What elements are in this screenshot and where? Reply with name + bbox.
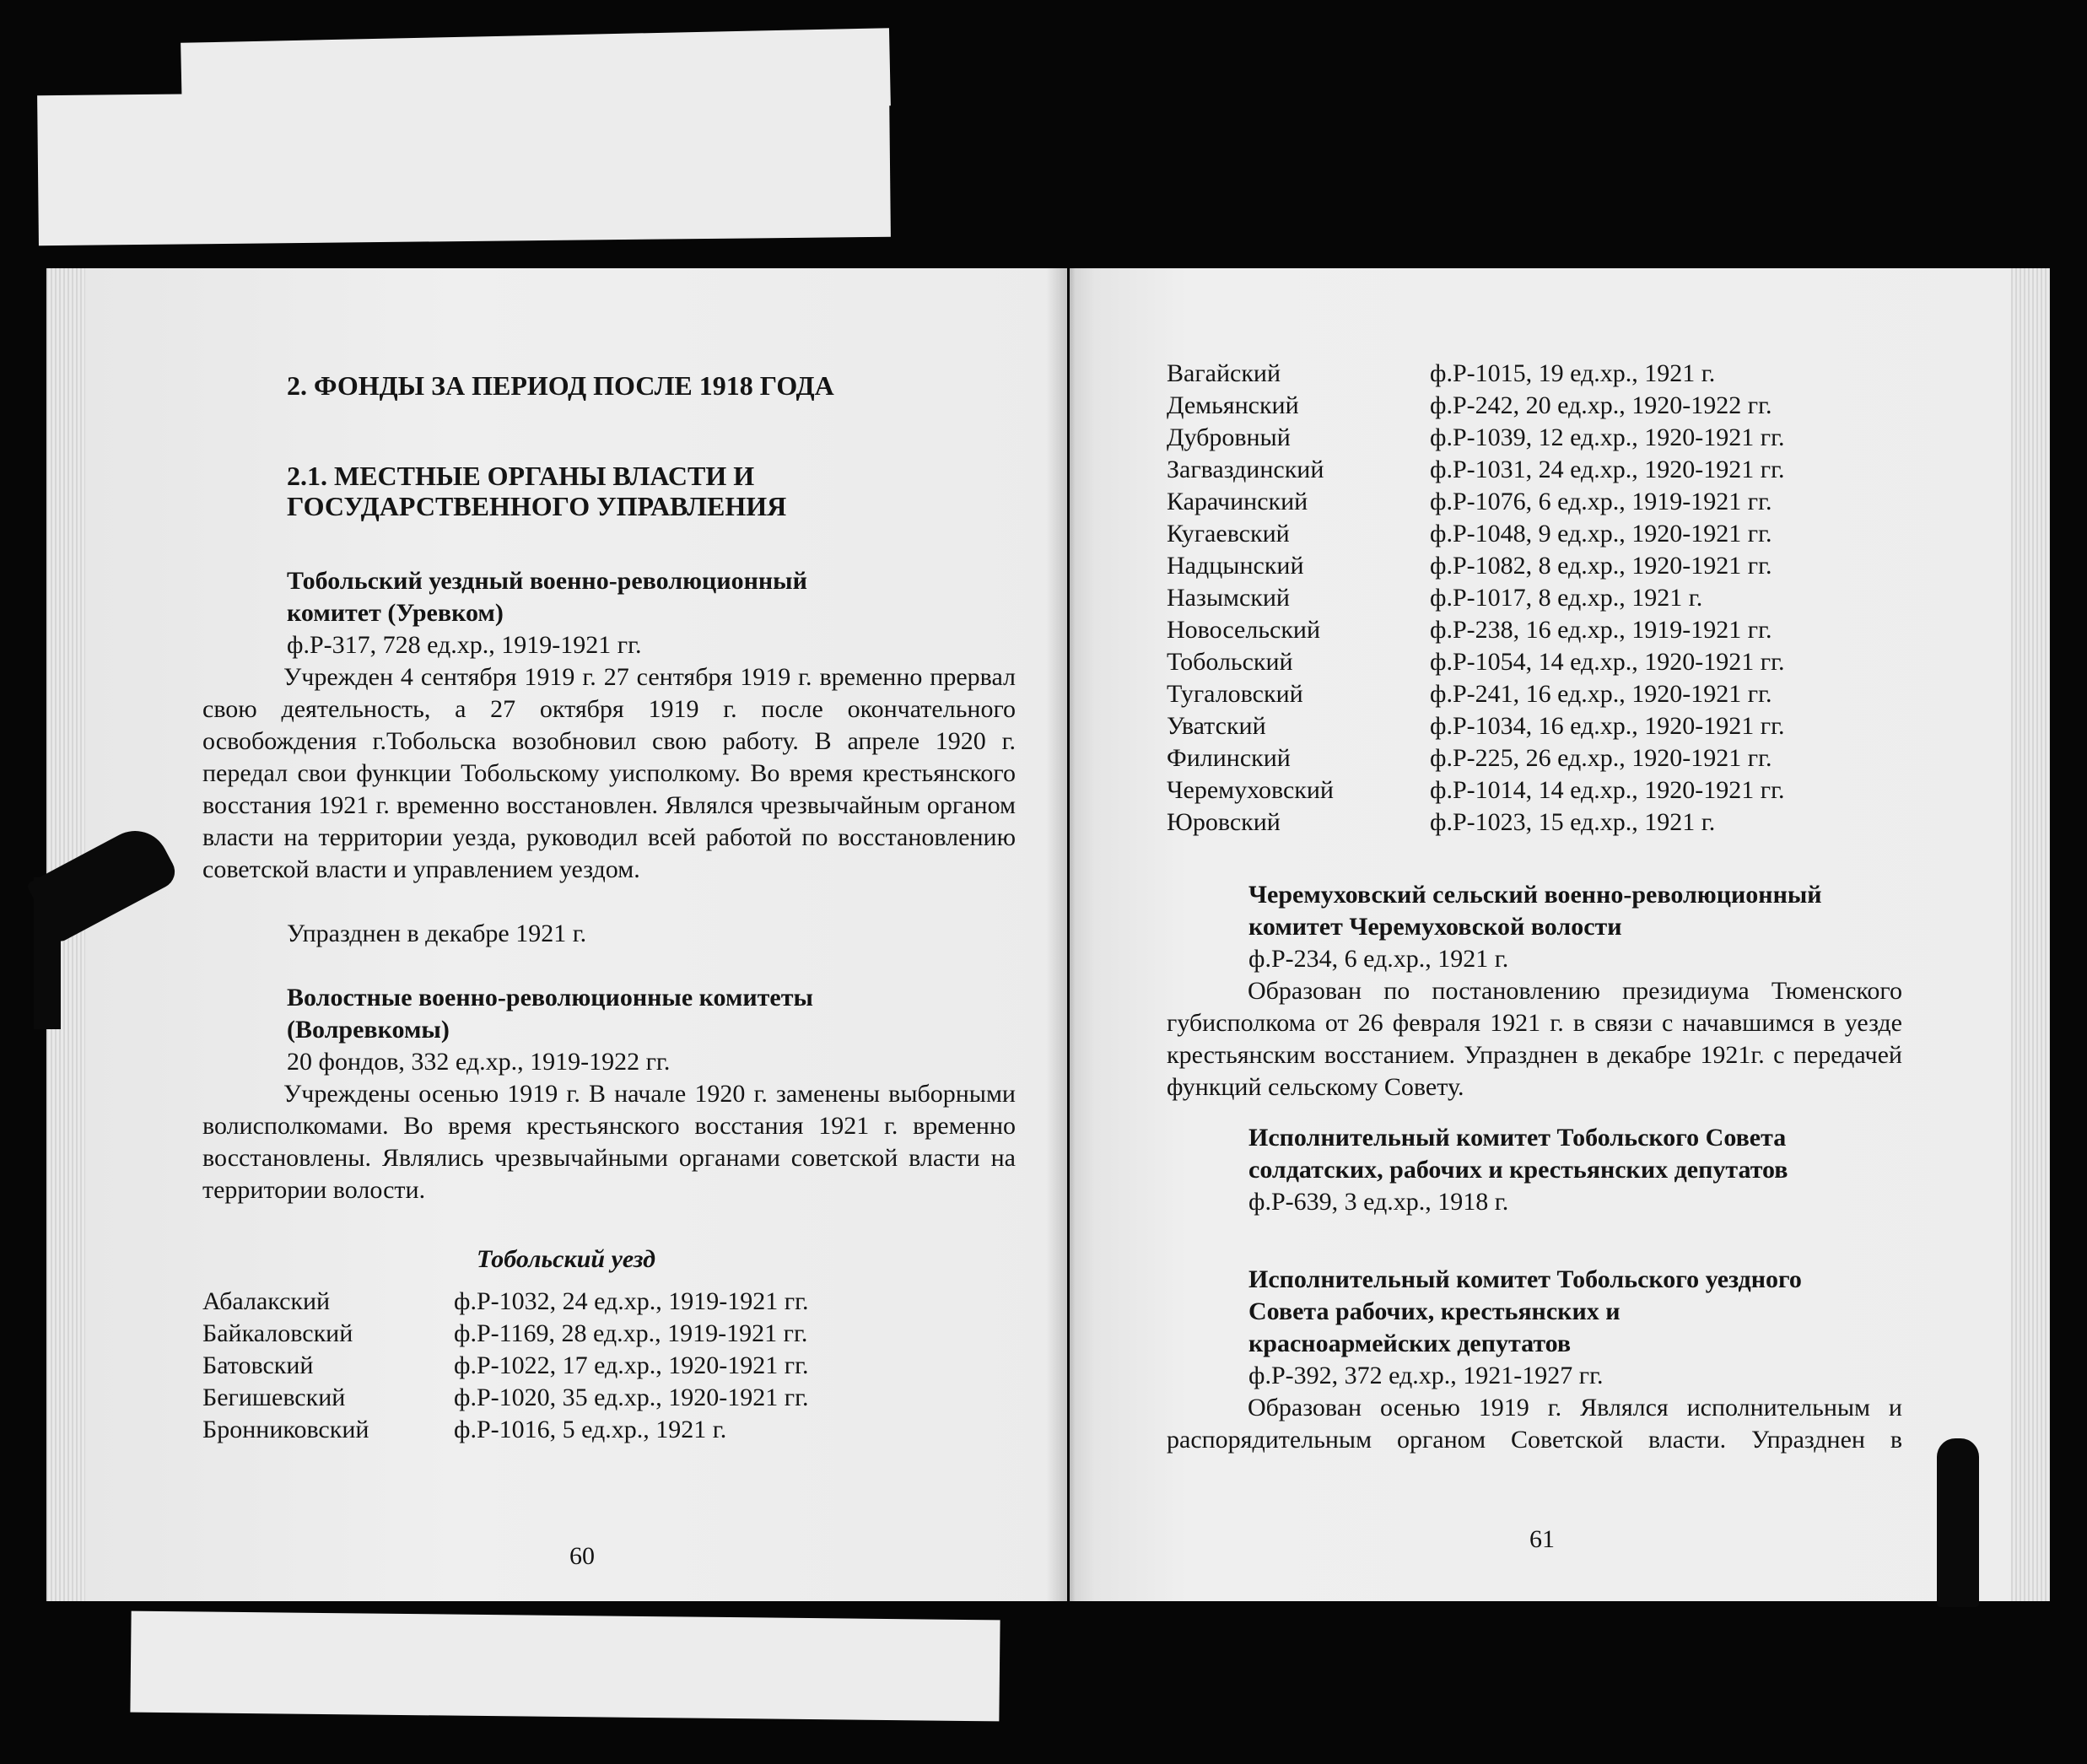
fund-title-line1: Волостные военно-революционные комитеты — [287, 984, 813, 1011]
volost-name: Тобольский — [1167, 648, 1293, 676]
fund-description: Образован по постановлению президиума Тюменского губисполкома от 26 февраля 1921 г. в связи с начавшимся в уезде крестьянским восстанием. Упразднен в декабре 1921г. с передачей функций сельскому Совету. — [1167, 977, 1902, 1101]
volost-name: Надцынский — [1167, 552, 1304, 580]
volost-ref: ф.Р-1169, 28 ед.хр., 1919-1921 гг. — [454, 1319, 808, 1347]
volost-ref: ф.Р-1031, 24 ед.хр., 1920-1921 гг. — [1430, 456, 1785, 483]
volost-name: Филинский — [1167, 744, 1291, 772]
volost-name: Вагайский — [1167, 359, 1281, 387]
fund-ref: ф.Р-392, 372 ед.хр., 1921-1927 гг. — [1248, 1362, 1604, 1389]
volost-name: Новосельский — [1167, 616, 1321, 644]
volost-ref: ф.Р-1016, 5 ед.хр., 1921 г. — [454, 1416, 727, 1443]
fund-ref: ф.Р-234, 6 ед.хр., 1921 г. — [1248, 945, 1509, 973]
page-number: 60 — [569, 1542, 595, 1570]
fund-abolished: Упразднен в декабре 1921 г. — [287, 920, 587, 947]
volost-ref: ф.Р-241, 16 ед.хр., 1920-1921 гг. — [1430, 680, 1772, 708]
volost-name: Байкаловский — [202, 1319, 353, 1347]
volost-name: Черемуховский — [1167, 776, 1334, 804]
volost-name: Бронниковский — [202, 1416, 369, 1443]
volost-ref: ф.Р-1014, 14 ед.хр., 1920-1921 гг. — [1430, 776, 1785, 804]
volost-ref: ф.Р-1022, 17 ед.хр., 1920-1921 гг. — [454, 1351, 809, 1379]
fund-description: Учреждены осенью 1919 г. В начале 1920 г. заменены выборными волисполкомами. Во время крестьянского восстания 1921 г. временно восстановлены. Являлись чрезвычайными органами советской власти на территории волости. — [202, 1080, 1016, 1204]
volost-ref: ф.Р-1082, 8 ед.хр., 1920-1921 гг. — [1430, 552, 1772, 580]
section-title: 2. ФОНДЫ ЗА ПЕРИОД ПОСЛЕ 1918 ГОДА — [287, 370, 834, 401]
fund-title-line2: (Волревкомы) — [287, 1016, 450, 1044]
fund-title-line2: комитет Черемуховской волости — [1248, 913, 1622, 941]
volost-name: Тугаловский — [1167, 680, 1303, 708]
volost-name: Демьянский — [1167, 391, 1299, 419]
volost-ref: ф.Р-1015, 19 ед.хр., 1921 г. — [1430, 359, 1716, 387]
volost-ref: ф.Р-1034, 16 ед.хр., 1920-1921 гг. — [1430, 712, 1785, 740]
fund-ref: ф.Р-639, 3 ед.хр., 1918 г. — [1248, 1188, 1509, 1216]
volost-ref: ф.Р-1048, 9 ед.хр., 1920-1921 гг. — [1430, 520, 1772, 548]
volost-ref: ф.Р-1023, 15 ед.хр., 1921 г. — [1430, 808, 1716, 836]
volost-ref: ф.Р-1076, 6 ед.хр., 1919-1921 гг. — [1430, 488, 1772, 515]
fund-description: Учрежден 4 сентября 1919 г. 27 сентября 1919 г. временно прервал свою деятельность, а 27 октября 1919 г. после окончательного освобождения г.Тобольска возобновил свою работу. В апреле 1920 г. передал свои функции Тобольскому уисполкому. Во время крестьянского восстания 1921 г. временно восстановлен. Являлся чрезвычайным органом власти на территории уезда, руководил всей работой по восстановлению советской власти и управлением уездом. — [202, 663, 1016, 883]
background-strip-top-wide — [37, 87, 891, 246]
volost-name: Юровский — [1167, 808, 1281, 836]
subsection-title-line2: ГОСУДАРСТВЕННОГО УПРАВЛЕНИЯ — [287, 491, 787, 521]
fund-title-line1: Исполнительный комитет Тобольского уездного — [1248, 1265, 1802, 1293]
volost-ref: ф.Р-1039, 12 ед.хр., 1920-1921 гг. — [1430, 423, 1785, 451]
volost-name: Загваздинский — [1167, 456, 1324, 483]
uezd-heading: Тобольский уезд — [477, 1245, 655, 1273]
fund-title-line1: Исполнительный комитет Тобольского Совета — [1248, 1124, 1787, 1152]
volost-ref: ф.Р-1054, 14 ед.хр., 1920-1921 гг. — [1430, 648, 1785, 676]
fund-title-line2: Совета рабочих, крестьянских и — [1248, 1297, 1621, 1325]
left-page — [46, 268, 1067, 1601]
volost-name: Абалакский — [202, 1287, 331, 1315]
fund-ref: ф.Р-317, 728 ед.хр., 1919-1921 гг. — [287, 631, 642, 659]
book-gutter — [1046, 268, 1095, 1601]
fund-title-line3: красноармейских депутатов — [1248, 1330, 1572, 1357]
fund-title-line1: Тобольский уездный военно-революционный — [287, 567, 807, 595]
volost-name: Назымский — [1167, 584, 1290, 612]
fund-title-line1: Черемуховский сельский военно-революционный — [1248, 881, 1822, 909]
bookmark-right — [1937, 1438, 1979, 1607]
fund-title-line2: комитет (Уревком) — [287, 599, 504, 627]
volost-ref: ф.Р-1020, 35 ед.хр., 1920-1921 гг. — [454, 1384, 809, 1411]
volost-ref: ф.Р-242, 20 ед.хр., 1920-1922 гг. — [1430, 391, 1772, 419]
volost-name: Карачинский — [1167, 488, 1308, 515]
bookmark-left-tail — [34, 877, 61, 1029]
fund-title-line2: солдатских, рабочих и крестьянских депутатов — [1248, 1156, 1788, 1184]
page-number: 61 — [1529, 1525, 1555, 1553]
volost-name: Батовский — [202, 1351, 314, 1379]
fund-ref: 20 фондов, 332 ед.хр., 1919-1922 гг. — [287, 1048, 671, 1076]
volost-name: Уватский — [1167, 712, 1266, 740]
background-strip-bottom — [130, 1611, 1000, 1722]
volost-name: Дубровный — [1167, 423, 1291, 451]
fund-description: Образован осенью 1919 г. Являлся исполнительным и распорядительным органом Советской власти. Упразднен в — [1167, 1394, 1902, 1454]
right-page — [1070, 268, 2050, 1601]
volost-ref: ф.Р-1017, 8 ед.хр., 1921 г. — [1430, 584, 1703, 612]
volost-ref: ф.Р-1032, 24 ед.хр., 1919-1921 гг. — [454, 1287, 809, 1315]
volost-ref: ф.Р-238, 16 ед.хр., 1919-1921 гг. — [1430, 616, 1772, 644]
right-page-edge — [2011, 268, 2050, 1601]
volost-name: Кугаевский — [1167, 520, 1290, 548]
volost-name: Бегишевский — [202, 1384, 346, 1411]
volost-ref: ф.Р-225, 26 ед.хр., 1920-1921 гг. — [1430, 744, 1772, 772]
subsection-title-line1: 2.1. МЕСТНЫЕ ОРГАНЫ ВЛАСТИ И — [287, 461, 755, 491]
